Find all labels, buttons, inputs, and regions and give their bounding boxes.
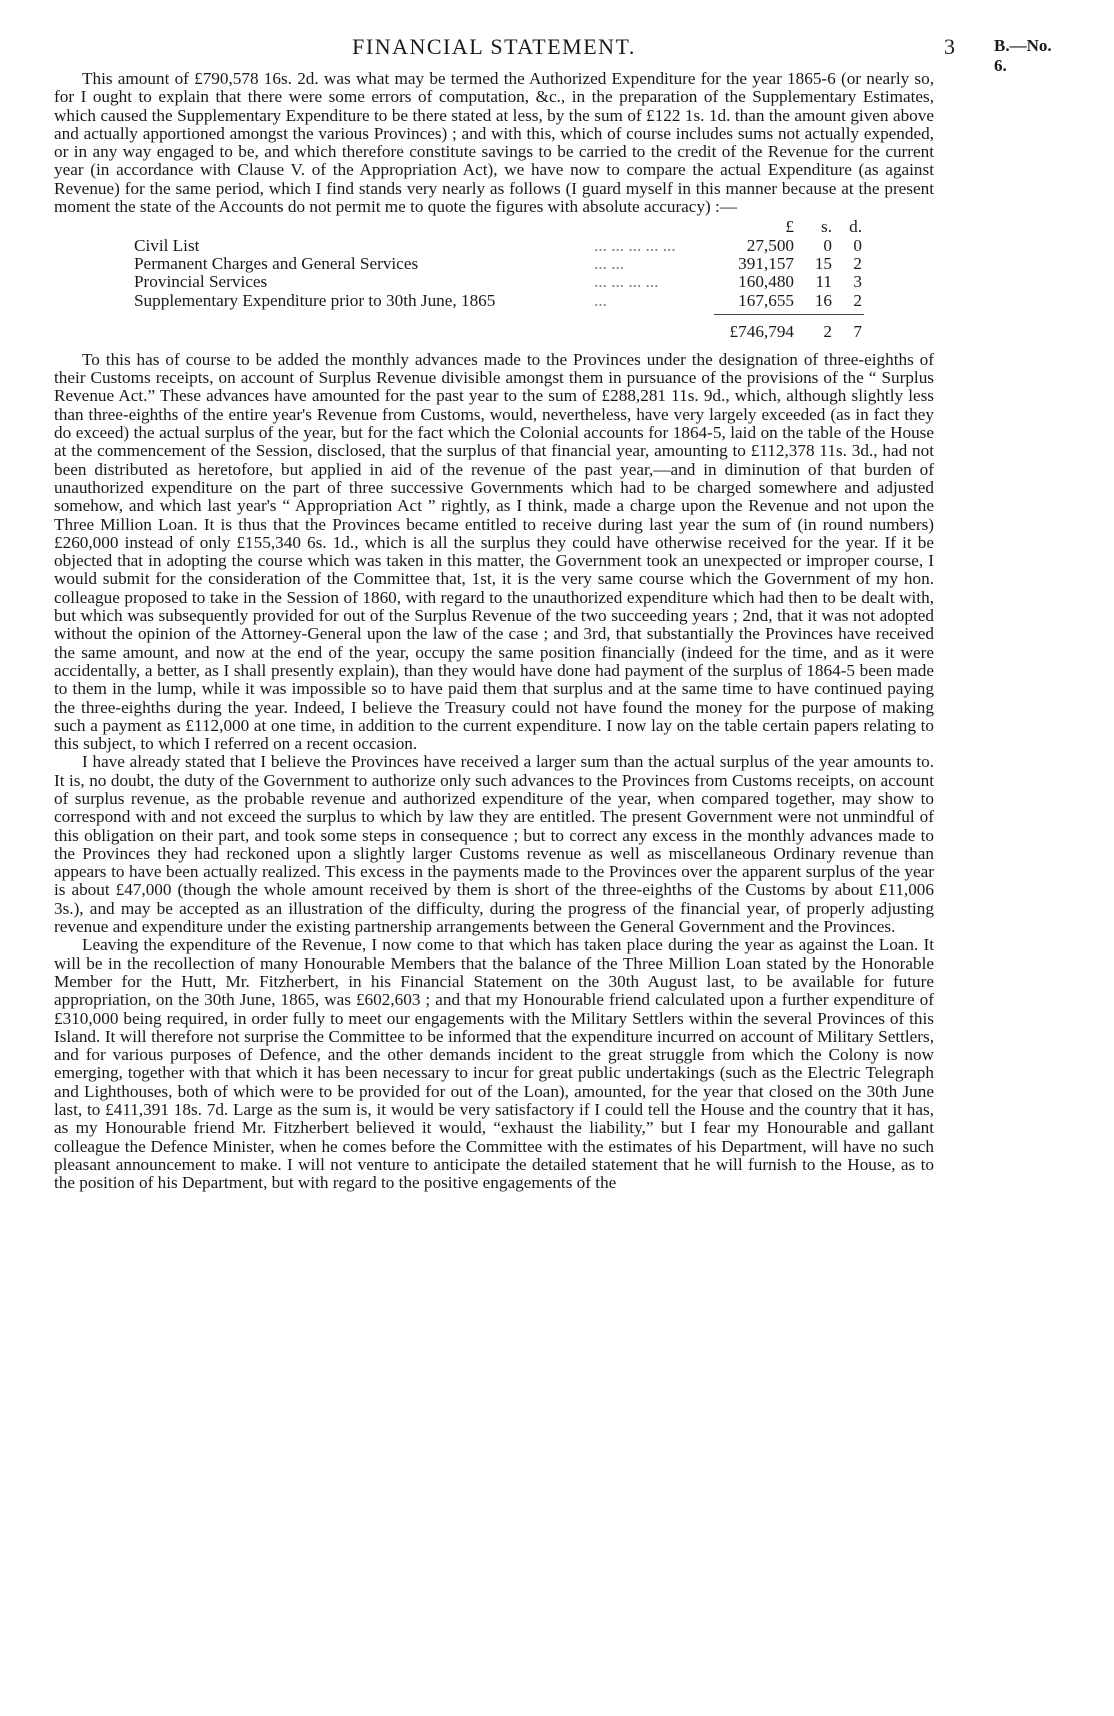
table-total-row <box>54 323 934 345</box>
row-leader: ... <box>594 291 607 310</box>
table-row <box>54 255 934 273</box>
table-units-row <box>54 218 934 236</box>
total-shillings: 2 <box>823 321 832 341</box>
document-page <box>54 30 1064 1193</box>
paragraph: To this has of course to be added the monthly advances made to the Provinces under the designation of three-eighths of their Customs receipts, on account of Surplus Revenue divisible amongst them in pursuance of the provisions of the “ Surplus Revenue Act.” These advances have amounted for the past year to the sum of £288,281 11s. 9d., which, although slightly less than three-eighths of the entire year's Revenue from Customs, would, nevertheless, have very largely exceeded (as in fact they do exceed) the actual surplus of the year, but for the fact which the Colonial accounts for 1864-5, laid on the table of the House at the commencement of the Session, disclosed, that the surplus of that financial year, amounting to £112,378 11s. 3d., had not been distributed as heretofore, but applied in aid of the revenue of the past year,—and in diminution of that burden of unauthorized expenditure on the part of three successive Governments which had to be charged somewhere and adjusted somehow, and which last year's “ Appropriation Act ” rightly, as I think, made a charge upon the Revenue and not upon the Three Million Loan. It is thus that the Provinces became entitled to receive during last year the sum of (in round numbers) £260,000 instead of only £155,340 6s. 1d., which is all the surplus they could have otherwise received for the year. If it be objected that in adopting the course which was taken in this matter, the Government took an unexpected or improper course, I would submit for the consideration of the Committee that, 1st, it is the very same course which the Government of my hon. colleague proposed to take in the Session of 1860, with regard to the unauthorized expenditure which had then to be dealt with, but which was subsequently provided for out of the Surplus Revenue of the two succeeding years ; 2nd, that it was not adopted without the opinion of the Attorney-General upon the law of the case ; and 3rd, that substantially the Provinces have received the same amount, and now at the end of the year, occupy the same position financially (indeed for the time, and as it were accidentally, a better, as I shall presently explain), than they would have done had payment of the surplus of 1864-5 been made to them in the lump, while it was impossible so to have paid them that surplus and at the same time to have continued paying the three-eighths during the year. Indeed, I believe the Treasury could not have found the money for the purpose of making such a payment as £112,000 at one time, in addition to the current expenditure. I now lay on the table certain papers relating to this subject, to which I referred on a recent occasion. <box>54 349 934 754</box>
body-text <box>54 351 934 1193</box>
row-leader: ... ... ... ... ... <box>594 236 676 255</box>
paragraph: Leaving the expenditure of the Revenue, I now come to that which has taken place during the year as against the Loan. It will be in the recollection of many Honourable Members that the balance of the Three Million Loan stated by the Honorable Member for the Hutt, Mr. Fitzherbert, in his Financial Statement on the 30th August last, to be available for future appropriation, on the 30th June, 1865, was £602,603 ; and that my Honourable friend calculated upon a further expenditure of £310,000 being required, in order fully to meet our engagements with the Military Settlers within the several Provinces of this Island. It will therefore not surprise the Committee to be informed that the expenditure incurred on account of Military Settlers, and for various purposes of Defence, and the other demands incident to the great struggle from which the Colony is now emerging, together with that which it has been necessary to incur for great public undertakings (such as the Electric Telegraph and Lighthouses, both of which were to be provided for out of the Loan), amounted, for the year that closed on the 30th June last, to £411,391 18s. 7d. Large as the sum is, it would be very satisfactory if I could tell the House and the country that it has, as my Honourable friend Mr. Fitzherbert believed it would, “exhaust the liability,” but I fear my Honourable and gallant colleague the Defence Minister, when he comes before the Committee with the estimates of his Department, will have no such pleasant announcement to make. I will not venture to anticipate the detailed statement that he will furnish to the House, as to the position of his Department, but with regard to the positive engagements of the <box>54 935 934 1193</box>
page-title: FINANCIAL STATEMENT. <box>352 34 636 59</box>
row-pence: 2 <box>853 253 862 273</box>
row-pounds: 160,480 <box>738 272 794 292</box>
table-row <box>54 273 934 291</box>
row-pounds: 391,157 <box>738 253 794 273</box>
row-leader: ... ... <box>594 254 625 273</box>
total-pounds: £746,794 <box>729 321 794 341</box>
row-pounds: 27,500 <box>746 235 794 255</box>
row-pounds: 167,655 <box>738 290 794 310</box>
row-shillings: 11 <box>815 272 832 292</box>
paragraph: This amount of £790,578 16s. 2d. was what may be termed the Authorized Expenditure for the year 1865-6 (or nearly so, for I ought to explain that there were some errors of computation, &c., in the preparation of the Supplementary Estimates, which caused the Supplementary Expenditure to be there stated at less, by the sum of £122 1s. 1d. than the amount given above and actually apportioned amongst the various Provinces) ; and with this, which of course includes sums not actually expended, or in any way engaged to be, and which therefore constitute savings to be carried to the credit of the Revenue for the current year (in accordance with Clause V. of the Appropriation Act), we have now to compare the actual Expenditure (as against Revenue) for the same period, which I find stands very nearly as follows (I guard myself in this manner because at the present moment the state of the Accounts do not permit me to quote the figures with absolute accuracy) :— <box>54 69 934 217</box>
row-label: Provincial Services <box>134 273 268 292</box>
page-header <box>54 30 1064 75</box>
row-shillings: 16 <box>814 290 832 310</box>
row-leader: ... ... ... ... <box>594 273 659 292</box>
unit-pence: d. <box>849 217 862 237</box>
body-text <box>54 70 934 216</box>
total-pence: 7 <box>853 321 862 341</box>
row-pence: 0 <box>853 235 862 255</box>
page-number: 3 <box>944 34 955 59</box>
row-pence: 3 <box>853 272 862 292</box>
row-pence: 2 <box>853 290 862 310</box>
row-label: Civil List <box>134 236 200 255</box>
table-row <box>54 292 934 310</box>
table-row <box>54 237 934 255</box>
row-label: Supplementary Expenditure prior to 30th June, 1865 <box>134 291 496 310</box>
row-shillings: 15 <box>814 253 832 273</box>
unit-shillings: s. <box>821 217 832 237</box>
row-label: Permanent Charges and General Services <box>134 254 419 273</box>
expenditure-table <box>54 218 934 344</box>
unit-pounds: £ <box>785 217 794 237</box>
paragraph: I have already stated that I believe the Provinces have received a larger sum than the actual surplus of the year amounts to. It is, no doubt, the duty of the Government to authorize only such advances to the Provinces from Customs receipts, on account of surplus revenue, as the probable revenue and authorized expenditure of the year, when compared together, may show to correspond with and not exceed the surplus to which by law they are entitled. The present Government were not unmindful of this obligation on their part, and took some steps in consequence ; but to correct any excess in the monthly advances made to the Provinces they had reckoned upon a slightly larger Customs revenue as well as miscellaneous Ordinary revenue than appears to have been actually realized. This excess in the payments made to the Provinces over the apparent surplus of the year is about £47,000 (though the whole amount received by them is short of the three-eighths of the Customs by about £11,006 3s.), and may be accepted as an illustration of the difficulty, during the progress of the financial year, of properly adjusting revenue and expenditure under the existing partnership arrangements between the General Government and the Provinces. <box>54 752 934 937</box>
document-reference: B.—No. 6. <box>994 36 1052 75</box>
row-shillings: 0 <box>823 235 832 255</box>
